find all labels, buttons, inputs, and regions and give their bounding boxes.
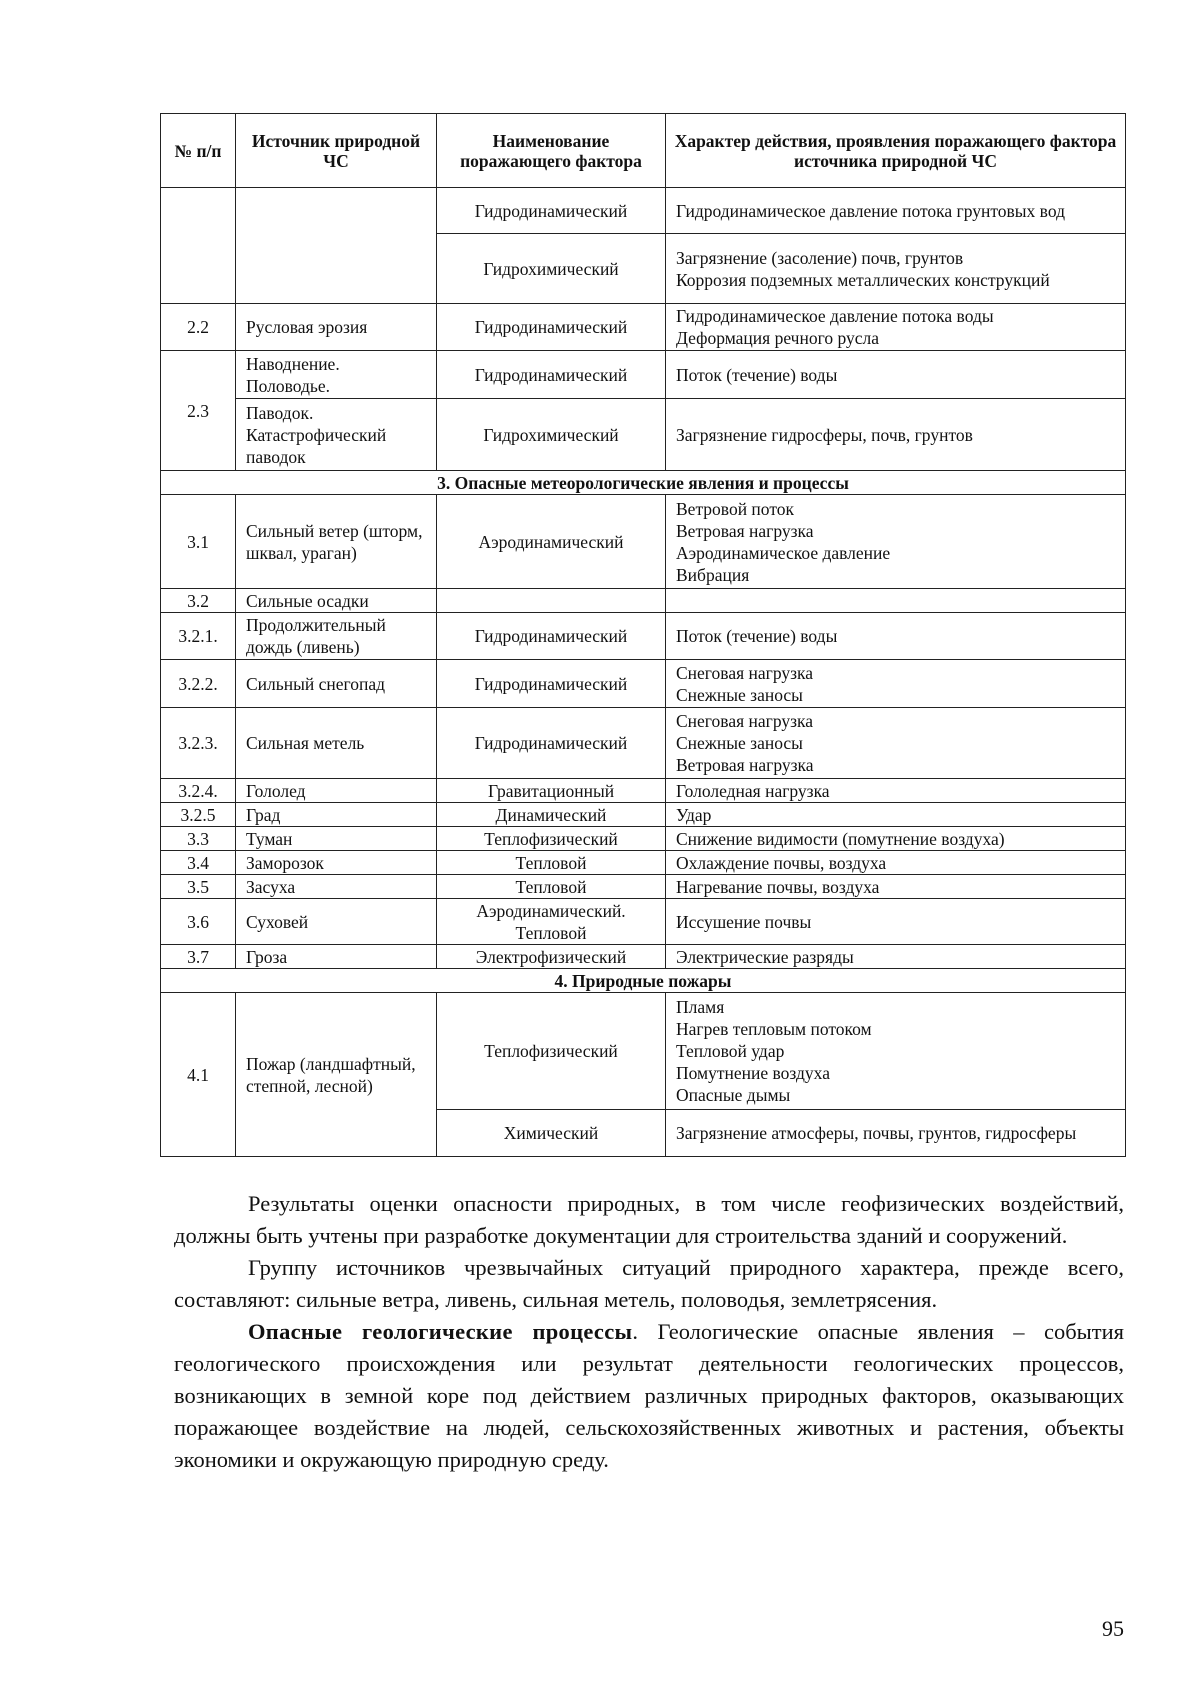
char-line: Электрические разряды [676,946,854,967]
char-line: Деформация речного русла [676,328,879,348]
cell-character [666,875,1126,899]
cell-num: 3.2.5 [161,803,236,827]
table-row [161,495,1126,589]
cell-source: Русловая эрозия [236,304,437,351]
paragraph: Группу источников чрезвычайных ситуаций природного характера, прежде всего, составляют: сильные ветра, ливень, сильная метель, половодья, землетрясения. [174,1255,1124,1312]
cell-character [666,589,1126,613]
cell-character [666,234,1126,304]
section-heading: 3. Опасные метеорологические явления и процессы [161,471,1126,495]
char-line: Иссушение почвы [676,911,812,932]
cell-source: Гололед [236,779,437,803]
hazard-table [160,113,1126,1157]
cell-factor: Гидродинамический [437,188,666,234]
cell-character [666,188,1126,234]
char-line: Опасные дымы [676,1085,791,1105]
body-text [174,1188,1124,1476]
char-line: Вибрация [676,564,750,585]
cell-source: Паводок. Катастрофический паводок [236,399,437,471]
char-line: Загрязнение (засоление) почв, грунтов [676,247,964,268]
char-line: Поток (течение) воды [676,364,838,385]
cell-num: 2.2 [161,304,236,351]
table-row [161,708,1126,779]
char-line: Ветровой поток [676,498,794,519]
cell-character [666,779,1126,803]
cell-factor: Гидродинамический [437,351,666,399]
section-row [161,969,1126,993]
char-line: Удар [676,804,712,825]
char-line: Снеговая нагрузка [676,662,814,683]
cell-character [666,495,1126,589]
section-heading: 4. Природные пожары [161,969,1126,993]
cell-character [666,993,1126,1110]
cell-character [666,945,1126,969]
table-header-row [161,114,1126,188]
cell-character [666,827,1126,851]
cell-factor: Аэродинамический [437,495,666,589]
cell-factor: Аэродинамический. Тепловой [437,899,666,945]
cell-num: 3.1 [161,495,236,589]
char-line: Гидродинамическое давление потока грунтовых вод [676,200,1065,221]
char-line: Снижение видимости (помутнение воздуха) [676,828,1005,849]
cell-source: Туман [236,827,437,851]
char-line: Снежные заносы [676,684,803,705]
page-number: 95 [1102,1616,1124,1641]
table-row [161,589,1126,613]
cell-source: Сильные осадки [236,589,437,613]
cell-source: Град [236,803,437,827]
cell-character [666,708,1126,779]
char-line: Ветровая нагрузка [676,755,814,775]
table-row [161,875,1126,899]
cell-source: Сильный ветер (шторм, шквал, ураган) [236,495,437,589]
cell-num [161,188,236,304]
header-num: № п/п [161,114,236,188]
table-row [161,188,1126,234]
cell-source [236,188,437,304]
table-row [161,399,1126,471]
table-row [161,803,1126,827]
cell-num: 3.2.2. [161,660,236,708]
cell-factor: Электрофизический [437,945,666,969]
cell-source: Продолжительный дождь (ливень) [236,613,437,660]
char-line: Пламя [676,997,725,1017]
table-row [161,779,1126,803]
table-row [161,827,1126,851]
cell-factor: Теплофизический [437,827,666,851]
cell-source: Сильный снегопад [236,660,437,708]
char-line: Охлаждение почвы, воздуха [676,852,887,873]
table-row [161,660,1126,708]
char-line: Помутнение воздуха [676,1063,830,1083]
cell-factor: Теплофизический [437,993,666,1110]
cell-character: Загрязнение атмосферы, почвы, грунтов, гидросферы [666,1110,1126,1157]
cell-character [666,613,1126,660]
cell-source: Суховей [236,899,437,945]
table-row [161,351,1126,399]
cell-factor: Гидродинамический [437,613,666,660]
cell-factor: Гидрохимический [437,234,666,304]
cell-factor: Тепловой [437,851,666,875]
table-row [161,613,1126,660]
cell-character [666,304,1126,351]
char-line: Гидродинамическое давление потока воды [676,306,994,326]
cell-factor: Гидродинамический [437,304,666,351]
char-line: Гололедная нагрузка [676,780,830,801]
cell-source: Засуха [236,875,437,899]
cell-num: 3.4 [161,851,236,875]
cell-factor: Гидродинамический [437,660,666,708]
cell-num: 3.2.1. [161,613,236,660]
char-line: Ветровая нагрузка [676,520,814,541]
cell-factor: Тепловой [437,875,666,899]
paragraph: Результаты оценки опасности природных, в том числе геофизических воздействий, должны быть учтены при разработке документации для строительства зданий и сооружений. [174,1191,1124,1248]
cell-factor [437,589,666,613]
cell-factor: Гравитационный [437,779,666,803]
paragraph-bold-lead: Опасные геологические процессы [248,1319,633,1344]
cell-num: 3.2.4. [161,779,236,803]
table-row [161,304,1126,351]
char-line: Нагревание почвы, воздуха [676,876,880,897]
cell-source: Пожар (ландшафтный, степной, лесной) [236,993,437,1157]
table-row [161,851,1126,875]
char-line: Поток (течение) воды [676,626,838,646]
char-line: Снежные заносы [676,733,803,753]
cell-num: 3.2.3. [161,708,236,779]
char-line: Аэродинамическое давление [676,542,891,563]
section-row [161,471,1126,495]
cell-character [666,660,1126,708]
char-line: Снеговая нагрузка [676,711,814,731]
char-line: Загрязнение гидросферы, почв, грунтов [676,424,973,445]
cell-character [666,351,1126,399]
cell-character [666,851,1126,875]
header-source: Источник природной ЧС [236,114,437,188]
table-row [161,945,1126,969]
header-factor: Наименование поражающего фактора [437,114,666,188]
cell-num: 3.3 [161,827,236,851]
cell-num: 2.3 [161,351,236,471]
paragraph-rest: . Геологические опасные явления – события геологического происхождения или результат деятельности геологических процессов, возникающих в земной коре под действием различных природных факторов, оказывающих поражающее воздействие на людей, сельскохозяйственных животных и растения, объекты экономики и окружающую природную среду. [174,1319,1125,1472]
cell-factor: Химический [437,1110,666,1157]
cell-character [666,399,1126,471]
cell-num: 3.5 [161,875,236,899]
cell-factor: Динамический [437,803,666,827]
char-line: Нагрев тепловым потоком [676,1019,872,1039]
cell-source: Гроза [236,945,437,969]
cell-character [666,803,1126,827]
char-line: Тепловой удар [676,1041,785,1061]
cell-source: Заморозок [236,851,437,875]
cell-source: Наводнение. Половодье. [236,351,437,399]
cell-num: 3.7 [161,945,236,969]
table-row [161,993,1126,1110]
cell-num: 3.6 [161,899,236,945]
cell-num: 4.1 [161,993,236,1157]
cell-num: 3.2 [161,589,236,613]
cell-source: Сильная метель [236,708,437,779]
cell-factor: Гидрохимический [437,399,666,471]
cell-factor: Гидродинамический [437,708,666,779]
cell-character [666,899,1126,945]
table-row [161,899,1126,945]
char-line: Коррозия подземных металлических конструкций [676,269,1050,290]
header-character: Характер действия, проявления поражающего фактора источника природной ЧС [666,114,1126,188]
paragraph [174,1316,1124,1476]
